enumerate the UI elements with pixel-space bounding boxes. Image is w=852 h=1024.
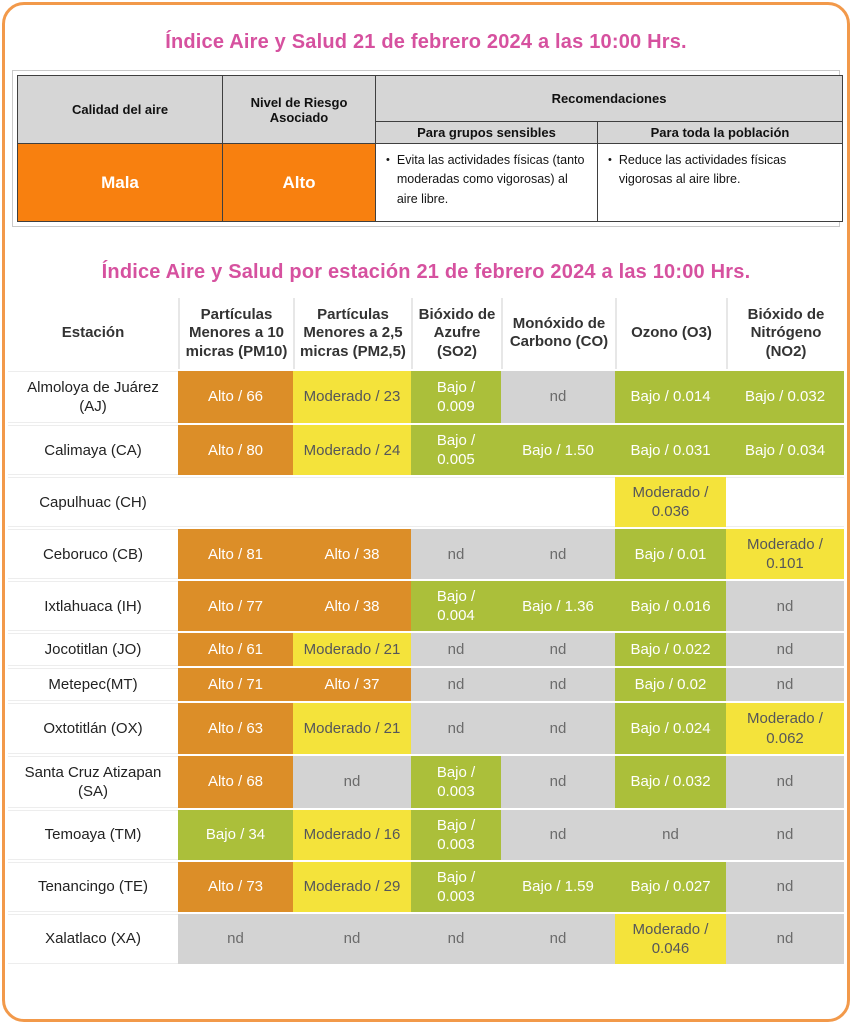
value-cell-bajo: Bajo / 34	[178, 810, 293, 860]
value-cell-bajo: Bajo / 0.009	[411, 371, 501, 423]
value-cell-moderado: Moderado / 21	[293, 703, 411, 753]
column-header: Bióxido de Nitrógeno (NO2)	[726, 298, 844, 369]
value-cell-bajo: Bajo / 0.003	[411, 756, 501, 808]
station-table-title: Índice Aire y Salud por estación 21 de febrero 2024 a las 10:00 Hrs.	[101, 261, 751, 283]
value-cell-moderado: Moderado / 24	[293, 425, 411, 475]
risk-level-value: Alto	[223, 144, 376, 222]
table-row	[8, 703, 844, 753]
empty-cell	[293, 477, 411, 527]
station-name: Oxtotitlán (OX)	[8, 703, 178, 753]
station-name: Temoaya (TM)	[8, 810, 178, 860]
table-row	[8, 425, 844, 475]
value-cell-nd: nd	[411, 703, 501, 753]
value-cell-moderado: Moderado / 0.101	[726, 529, 844, 579]
value-cell-alto: Alto / 68	[178, 756, 293, 808]
value-cell-nd: nd	[411, 914, 501, 964]
table-row	[8, 810, 844, 860]
column-header: Bióxido de Azufre (SO2)	[411, 298, 501, 369]
value-cell-nd: nd	[501, 633, 615, 666]
table-row	[8, 914, 844, 964]
value-cell-bajo: Bajo / 0.027	[615, 862, 726, 912]
empty-cell	[178, 477, 293, 527]
column-header: Partículas Menores a 10 micras (PM10)	[178, 298, 293, 369]
value-cell-nd: nd	[411, 633, 501, 666]
main-title: Índice Aire y Salud 21 de febrero 2024 a las 10:00 Hrs.	[165, 31, 687, 53]
value-cell-bajo: Bajo / 1.59	[501, 862, 615, 912]
stations-header-row	[8, 298, 844, 369]
value-cell-bajo: Bajo / 0.014	[615, 371, 726, 423]
station-name: Santa Cruz Atizapan (SA)	[8, 756, 178, 808]
table-row	[8, 668, 844, 701]
value-cell-moderado: Moderado / 0.046	[615, 914, 726, 964]
value-cell-nd: nd	[726, 668, 844, 701]
value-cell-nd: nd	[726, 862, 844, 912]
value-cell-moderado: Moderado / 0.036	[615, 477, 726, 527]
value-cell-bajo: Bajo / 1.50	[501, 425, 615, 475]
value-cell-bajo: Bajo / 0.02	[615, 668, 726, 701]
column-header: Ozono (O3)	[615, 298, 726, 369]
table-row	[8, 529, 844, 579]
value-cell-alto: Alto / 71	[178, 668, 293, 701]
summary-table	[12, 70, 840, 227]
station-name: Ixtlahuaca (IH)	[8, 581, 178, 631]
page-frame	[2, 2, 850, 1022]
value-cell-nd: nd	[178, 914, 293, 964]
empty-cell	[411, 477, 501, 527]
empty-cell	[501, 477, 615, 527]
recommendation-sensitive-cell	[376, 144, 598, 222]
value-cell-bajo: Bajo / 0.016	[615, 581, 726, 631]
stations-table	[8, 296, 844, 966]
value-cell-nd: nd	[501, 668, 615, 701]
value-cell-nd: nd	[501, 810, 615, 860]
station-name: Metepec(MT)	[8, 668, 178, 701]
table-row	[8, 581, 844, 631]
station-name: Calimaya (CA)	[8, 425, 178, 475]
value-cell-bajo: Bajo / 0.01	[615, 529, 726, 579]
station-name: Almoloya de Juárez (AJ)	[8, 371, 178, 423]
value-cell-nd: nd	[411, 668, 501, 701]
value-cell-bajo: Bajo / 1.36	[501, 581, 615, 631]
value-cell-alto: Alto / 61	[178, 633, 293, 666]
value-cell-bajo: Bajo / 0.032	[615, 756, 726, 808]
value-cell-nd: nd	[501, 756, 615, 808]
value-cell-bajo: Bajo / 0.031	[615, 425, 726, 475]
table-row	[8, 862, 844, 912]
value-cell-nd: nd	[726, 756, 844, 808]
table-row	[8, 477, 844, 527]
table-row	[8, 371, 844, 423]
table-row	[8, 633, 844, 666]
summary-col-recommendations: Recomendaciones	[376, 76, 843, 122]
value-cell-bajo: Bajo / 0.022	[615, 633, 726, 666]
air-quality-value: Mala	[18, 144, 223, 222]
value-cell-bajo: Bajo / 0.032	[726, 371, 844, 423]
column-header: Estación	[8, 298, 178, 369]
station-name: Jocotitlan (JO)	[8, 633, 178, 666]
bullet-icon: •	[386, 154, 390, 166]
value-cell-nd: nd	[411, 529, 501, 579]
value-cell-nd: nd	[726, 914, 844, 964]
value-cell-alto: Alto / 66	[178, 371, 293, 423]
station-name: Ceboruco (CB)	[8, 529, 178, 579]
value-cell-bajo: Bajo / 0.004	[411, 581, 501, 631]
value-cell-nd: nd	[615, 810, 726, 860]
value-cell-moderado: Moderado / 0.062	[726, 703, 844, 753]
value-cell-alto: Alto / 77	[178, 581, 293, 631]
value-cell-alto: Alto / 38	[293, 529, 411, 579]
value-cell-nd: nd	[726, 581, 844, 631]
value-cell-nd: nd	[293, 914, 411, 964]
value-cell-nd: nd	[501, 371, 615, 423]
empty-cell	[726, 477, 844, 527]
value-cell-bajo: Bajo / 0.034	[726, 425, 844, 475]
column-header: Monóxido de Carbono (CO)	[501, 298, 615, 369]
value-cell-bajo: Bajo / 0.024	[615, 703, 726, 753]
value-cell-alto: Alto / 37	[293, 668, 411, 701]
value-cell-moderado: Moderado / 23	[293, 371, 411, 423]
value-cell-moderado: Moderado / 29	[293, 862, 411, 912]
recommendation-population-cell	[598, 144, 843, 222]
value-cell-nd: nd	[293, 756, 411, 808]
value-cell-alto: Alto / 73	[178, 862, 293, 912]
summary-col-risk: Nivel de Riesgo Asociado	[223, 76, 376, 144]
value-cell-alto: Alto / 81	[178, 529, 293, 579]
value-cell-nd: nd	[726, 810, 844, 860]
value-cell-alto: Alto / 80	[178, 425, 293, 475]
value-cell-nd: nd	[501, 914, 615, 964]
recommendation-sensitive-text: Evita las actividades físicas (tanto moderadas como vigorosas) al aire libre.	[396, 153, 585, 206]
value-cell-moderado: Moderado / 21	[293, 633, 411, 666]
summary-col-population: Para toda la población	[598, 122, 843, 144]
station-name: Tenancingo (TE)	[8, 862, 178, 912]
value-cell-nd: nd	[501, 529, 615, 579]
value-cell-moderado: Moderado / 16	[293, 810, 411, 860]
column-header: Partículas Menores a 2,5 micras (PM2,5)	[293, 298, 411, 369]
value-cell-alto: Alto / 63	[178, 703, 293, 753]
value-cell-alto: Alto / 38	[293, 581, 411, 631]
summary-col-air-quality: Calidad del aire	[18, 76, 223, 144]
value-cell-bajo: Bajo / 0.003	[411, 862, 501, 912]
summary-col-sensitive-groups: Para grupos sensibles	[376, 122, 598, 144]
value-cell-nd: nd	[501, 703, 615, 753]
recommendation-population-text: Reduce las actividades físicas vigorosas al aire libre.	[618, 153, 787, 187]
bullet-icon: •	[608, 154, 612, 166]
value-cell-bajo: Bajo / 0.005	[411, 425, 501, 475]
station-name: Xalatlaco (XA)	[8, 914, 178, 964]
value-cell-nd: nd	[726, 633, 844, 666]
value-cell-bajo: Bajo / 0.003	[411, 810, 501, 860]
table-row	[8, 756, 844, 808]
station-name: Capulhuac (CH)	[8, 477, 178, 527]
